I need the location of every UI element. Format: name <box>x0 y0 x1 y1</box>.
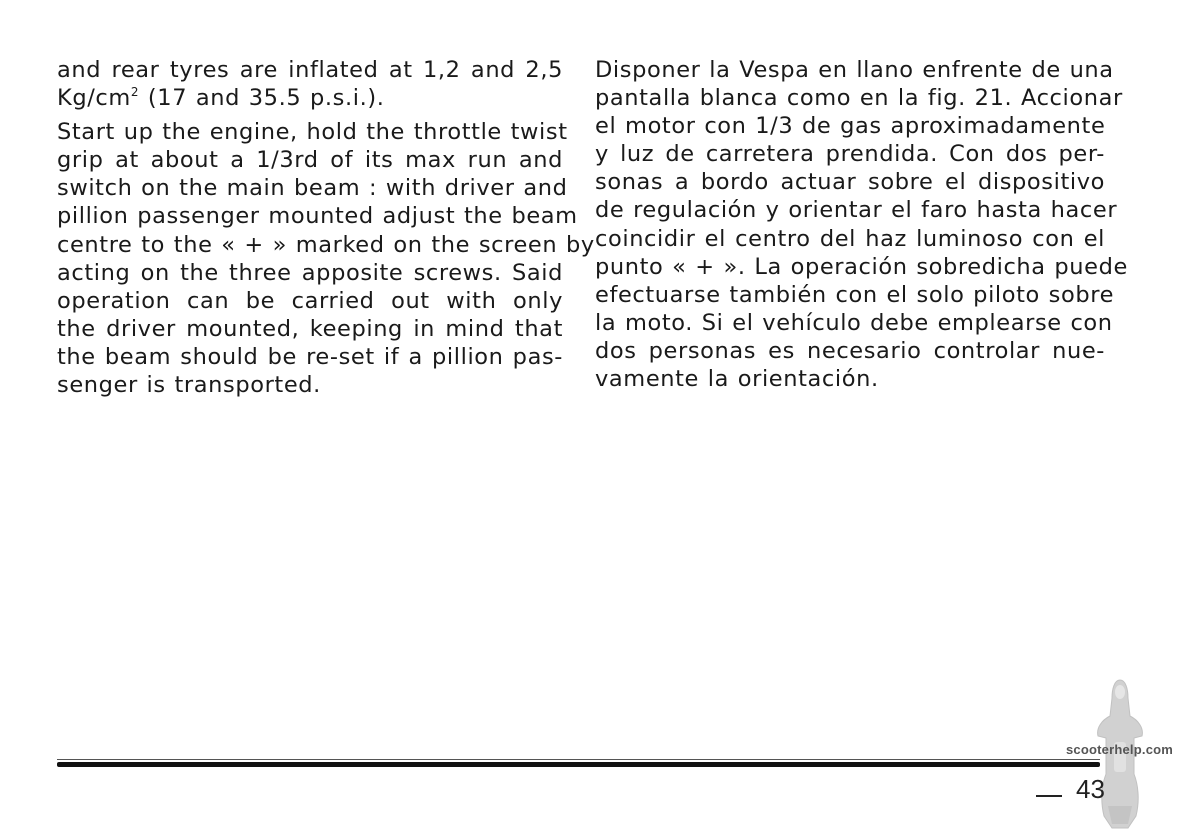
text-line: the beam should be re-set if a pillion pas- <box>57 343 563 370</box>
text-line: sonas a bordo actuar sobre el dispositivo <box>595 169 1105 196</box>
english-paragraph-2 <box>57 118 595 399</box>
unit-superscript: 2 <box>130 85 140 100</box>
english-column <box>57 56 595 405</box>
footer-rule-thin <box>57 759 1100 760</box>
text-line-pressure-units <box>57 84 563 112</box>
text-line: senger is transported. <box>57 372 321 399</box>
text-line: Disponer la Vespa en llano enfrente de una <box>595 57 1114 83</box>
text-line: Start up the engine, hold the throttle twist <box>57 119 568 146</box>
text-line: de regulación y orientar el faro hasta hacer <box>595 197 1118 224</box>
footer-rule <box>57 762 1100 767</box>
text-line: operation can be carried out with only <box>57 287 563 314</box>
text-line: switch on the main beam : with driver and <box>57 175 568 202</box>
text-fragment: (17 and 35.5 p.s.i.). <box>147 85 385 112</box>
text-line: and rear tyres are inflated at 1,2 and 2,5 <box>57 57 563 83</box>
text-line: y luz de carretera prendida. Con dos per- <box>595 141 1105 168</box>
text-line: pillion passenger mounted adjust the beam <box>57 203 578 230</box>
text-line: vamente la orientación. <box>595 366 879 393</box>
page-number-dash <box>1036 795 1062 797</box>
english-paragraph-1 <box>57 56 563 112</box>
text-line: la moto. Si el vehículo debe emplearse con <box>595 309 1113 336</box>
watermark-text: scooterhelp.com <box>1066 742 1174 757</box>
text-line: pantalla blanca como en la fig. 21. Accionar <box>595 85 1123 112</box>
text-line: grip at about a 1/3rd of its max run and <box>57 147 563 174</box>
text-line: dos personas es necesario controlar nue- <box>595 337 1105 364</box>
text-line: acting on the three apposite screws. Said <box>57 259 563 286</box>
text-line: the driver mounted, keeping in mind that <box>57 315 563 342</box>
text-line: centre to the « + » marked on the screen by <box>57 231 595 258</box>
text-line: punto « + ». La operación sobredicha puede <box>595 253 1128 280</box>
unit-text: Kg/cm <box>57 85 131 112</box>
text-line: coincidir el centro del haz luminoso con el <box>595 225 1105 252</box>
spanish-column <box>595 56 1128 393</box>
text-line: efectuarse también con el solo piloto sobre <box>595 281 1115 308</box>
text-line: el motor con 1/3 de gas aproximadamente <box>595 113 1106 140</box>
page-number: 43 <box>1076 774 1105 804</box>
